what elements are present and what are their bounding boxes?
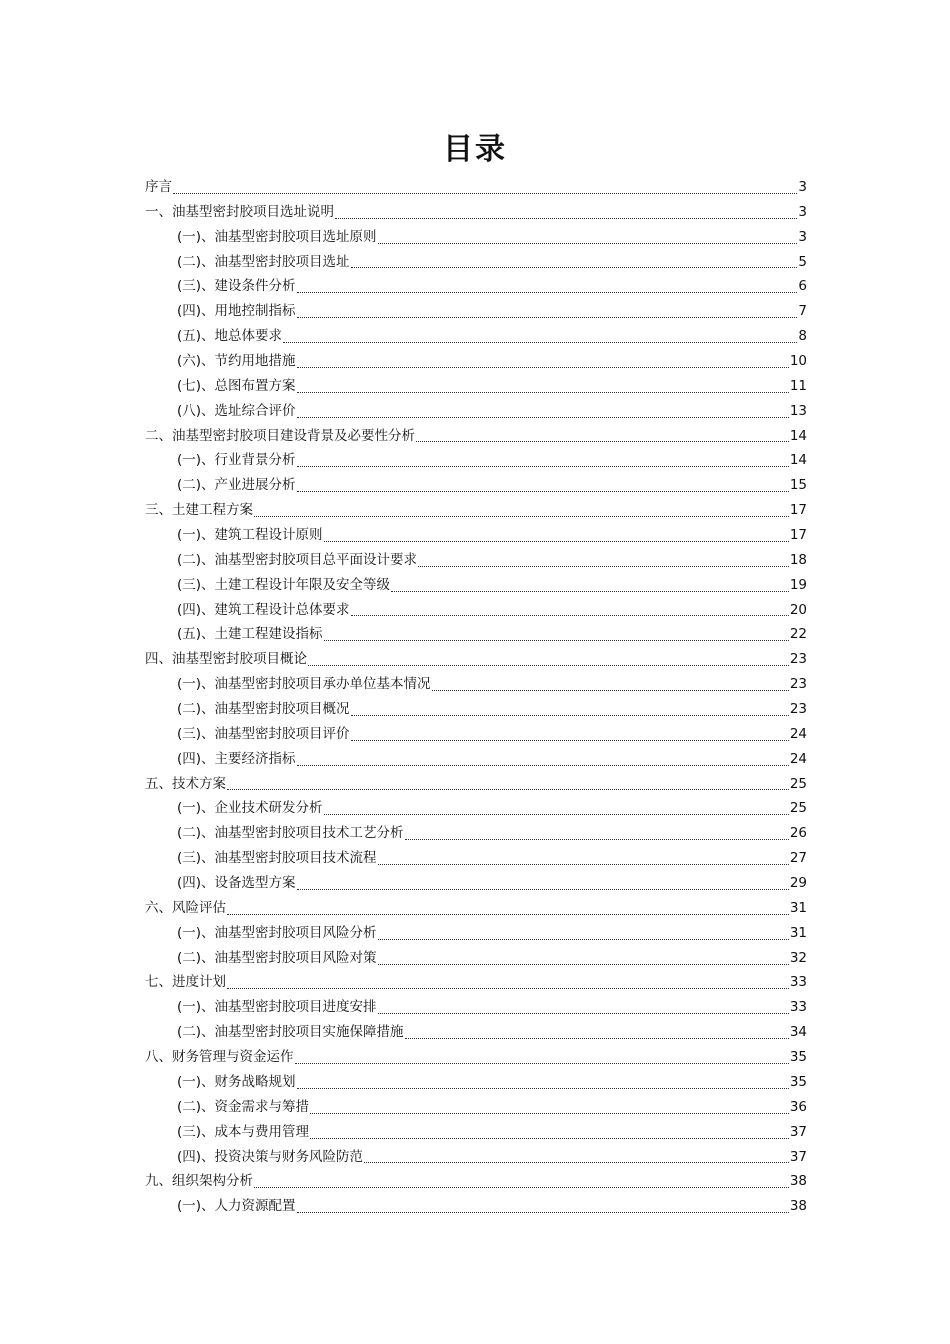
toc-subsection-entry[interactable] (145, 796, 807, 821)
toc-entry-label: (三)、油基型密封胶项目评价 (177, 725, 350, 742)
toc-page-number: 3 (798, 228, 807, 245)
dot-leader (418, 566, 789, 567)
toc-page-number: 35 (789, 1073, 807, 1090)
toc-page-number: 8 (798, 328, 807, 345)
toc-subsection-entry[interactable] (145, 473, 807, 498)
toc-subsection-entry[interactable] (145, 1020, 807, 1045)
toc-section-entry[interactable] (145, 896, 807, 921)
toc-page-number: 31 (789, 899, 807, 916)
toc-page-number: 36 (789, 1098, 807, 1115)
toc-page-number: 3 (798, 203, 807, 220)
toc-page-number: 23 (789, 701, 807, 718)
toc-entry-label: (二)、油基型密封胶项目概况 (177, 701, 350, 718)
toc-subsection-entry[interactable] (145, 374, 807, 399)
dot-leader (308, 665, 789, 666)
toc-section-entry[interactable] (145, 971, 807, 996)
toc-page-number: 20 (789, 601, 807, 618)
dot-leader (173, 193, 797, 194)
dot-leader (297, 417, 789, 418)
toc-section-entry[interactable] (145, 1045, 807, 1070)
toc-page-number: 14 (789, 427, 807, 444)
toc-page-number: 35 (789, 1049, 807, 1066)
dot-leader (297, 765, 789, 766)
toc-subsection-entry[interactable] (145, 548, 807, 573)
toc-page-number: 5 (798, 253, 807, 270)
dot-leader (254, 516, 789, 517)
toc-entry-label: (一)、油基型密封胶项目进度安排 (177, 999, 377, 1016)
dot-leader (310, 1138, 789, 1139)
toc-subsection-entry[interactable] (145, 1120, 807, 1145)
toc-subsection-entry[interactable] (145, 250, 807, 275)
toc-entry-label: (八)、选址综合评价 (177, 402, 296, 419)
dot-leader (297, 1212, 789, 1213)
toc-entry-label: (三)、油基型密封胶项目技术流程 (177, 850, 377, 867)
dot-leader (297, 491, 789, 492)
toc-entry-label: (二)、油基型密封胶项目选址 (177, 253, 350, 270)
toc-entry-label: (四)、用地控制指标 (177, 303, 296, 320)
dot-leader (297, 367, 789, 368)
dot-leader (227, 914, 789, 915)
toc-page-number: 34 (789, 1024, 807, 1041)
dot-leader (351, 267, 798, 268)
toc-page-number: 19 (789, 576, 807, 593)
toc-subsection-entry[interactable] (145, 573, 807, 598)
dot-leader (297, 1088, 789, 1089)
toc-entry-label: (一)、油基型密封胶项目风险分析 (177, 924, 377, 941)
toc-entry-label: (五)、土建工程建设指标 (177, 626, 323, 643)
toc-section-entry[interactable] (145, 175, 807, 200)
toc-entry-label: (一)、建筑工程设计原则 (177, 527, 323, 544)
toc-page-number: 22 (789, 626, 807, 643)
toc-entry-label: 一、油基型密封胶项目选址说明 (145, 203, 334, 220)
dot-leader (254, 1187, 789, 1188)
toc-entry-label: 二、油基型密封胶项目建设背景及必要性分析 (145, 427, 415, 444)
toc-page-number: 24 (789, 725, 807, 742)
toc-subsection-entry[interactable] (145, 946, 807, 971)
toc-entry-label: 九、组织架构分析 (145, 1173, 253, 1190)
toc-subsection-entry[interactable] (145, 349, 807, 374)
toc-page-number: 13 (789, 402, 807, 419)
dot-leader (297, 889, 789, 890)
toc-subsection-entry[interactable] (145, 697, 807, 722)
toc-entry-label: (一)、油基型密封胶项目承办单位基本情况 (177, 676, 431, 693)
toc-entry-label: (六)、节约用地措施 (177, 353, 296, 369)
dot-leader (227, 988, 789, 989)
toc-page-number: 25 (789, 800, 807, 817)
toc-page-number: 37 (789, 1123, 807, 1140)
toc-page-number: 17 (789, 527, 807, 544)
toc-entry-label: (一)、油基型密封胶项目选址原则 (177, 228, 377, 245)
toc-subsection-entry[interactable] (145, 1095, 807, 1120)
toc-entry-label: (二)、油基型密封胶项目总平面设计要求 (177, 551, 418, 568)
toc-subsection-entry[interactable] (145, 821, 807, 846)
toc-entry-label: (一)、企业技术研发分析 (177, 800, 323, 817)
toc-page-number: 23 (789, 651, 807, 668)
toc-subsection-entry[interactable] (145, 399, 807, 424)
toc-entry-label: (三)、建设条件分析 (177, 278, 296, 295)
toc-subsection-entry[interactable] (145, 846, 807, 871)
toc-page-number: 38 (789, 1198, 807, 1215)
toc-entry-label: 四、油基型密封胶项目概论 (145, 651, 307, 668)
toc-subsection-entry[interactable] (145, 747, 807, 772)
toc-entry-label: 六、风险评估 (145, 899, 226, 916)
dot-leader (378, 243, 798, 244)
toc-entry-label: (一)、人力资源配置 (177, 1198, 296, 1215)
toc-entry-label: 五、技术方案 (145, 775, 226, 792)
toc-page-number: 37 (789, 1148, 807, 1165)
table-of-contents (145, 175, 807, 1219)
dot-leader (416, 441, 789, 442)
dot-leader (378, 864, 789, 865)
toc-page-number: 6 (798, 278, 807, 295)
dot-leader (432, 690, 789, 691)
toc-entry-label: (二)、油基型密封胶项目技术工艺分析 (177, 825, 404, 842)
toc-entry-label: 序言 (145, 178, 172, 195)
toc-entry-label: (五)、地总体要求 (177, 328, 283, 345)
toc-entry-label: (四)、设备选型方案 (177, 875, 296, 892)
dot-leader (324, 814, 789, 815)
toc-subsection-entry[interactable] (145, 225, 807, 250)
dot-leader (227, 789, 789, 790)
dot-leader (378, 939, 789, 940)
toc-entry-label: (四)、建筑工程设计总体要求 (177, 601, 350, 618)
toc-entry-label: (二)、资金需求与筹措 (177, 1098, 310, 1115)
toc-subsection-entry[interactable] (145, 274, 807, 299)
toc-subsection-entry[interactable] (145, 672, 807, 697)
dot-leader (364, 1162, 789, 1163)
toc-subsection-entry[interactable] (145, 622, 807, 647)
dot-leader (378, 1013, 789, 1014)
toc-entry-label: (一)、行业背景分析 (177, 452, 296, 469)
toc-page-number: 27 (789, 850, 807, 867)
toc-entry-label: (二)、油基型密封胶项目风险对策 (177, 949, 377, 966)
dot-leader (295, 1063, 789, 1064)
toc-section-entry[interactable] (145, 424, 807, 449)
toc-entry-label: (一)、财务战略规划 (177, 1073, 296, 1090)
toc-entry-label: (四)、投资决策与财务风险防范 (177, 1148, 364, 1165)
dot-leader (324, 640, 789, 641)
toc-entry-label: (二)、产业进展分析 (177, 477, 296, 494)
toc-page-number: 18 (789, 551, 807, 568)
toc-page-number: 31 (789, 924, 807, 941)
dot-leader (283, 342, 797, 343)
toc-subsection-entry[interactable] (145, 448, 807, 473)
toc-page-number: 3 (798, 178, 807, 195)
toc-section-entry[interactable] (145, 647, 807, 672)
toc-section-entry[interactable] (145, 498, 807, 523)
toc-subsection-entry[interactable] (145, 722, 807, 747)
toc-entry-label: (七)、总图布置方案 (177, 377, 296, 394)
toc-subsection-entry[interactable] (145, 871, 807, 896)
toc-entry-label: 七、进度计划 (145, 974, 226, 991)
dot-leader (405, 839, 789, 840)
dot-leader (351, 715, 789, 716)
toc-entry-label: 八、财务管理与资金运作 (145, 1049, 294, 1066)
toc-page-number: 38 (789, 1173, 807, 1190)
toc-section-entry[interactable] (145, 1169, 807, 1194)
toc-subsection-entry[interactable] (145, 523, 807, 548)
dot-leader (310, 1113, 789, 1114)
toc-page-number: 15 (789, 477, 807, 494)
toc-page-number: 10 (789, 353, 807, 369)
toc-page-number: 33 (789, 999, 807, 1016)
toc-page-number: 29 (789, 875, 807, 892)
toc-page-number: 25 (789, 775, 807, 792)
toc-page-number: 26 (789, 825, 807, 842)
toc-subsection-entry[interactable] (145, 921, 807, 946)
toc-page-number: 7 (798, 303, 807, 320)
dot-leader (297, 466, 789, 467)
toc-subsection-entry[interactable] (145, 324, 807, 349)
dot-leader (324, 541, 789, 542)
toc-subsection-entry[interactable] (145, 598, 807, 623)
dot-leader (391, 591, 789, 592)
toc-entry-label: (三)、土建工程设计年限及安全等级 (177, 576, 391, 593)
toc-section-entry[interactable] (145, 200, 807, 225)
toc-subsection-entry[interactable] (145, 995, 807, 1020)
toc-subsection-entry[interactable] (145, 299, 807, 324)
toc-entry-label: (三)、成本与费用管理 (177, 1123, 310, 1140)
toc-entry-label: 三、土建工程方案 (145, 502, 253, 519)
toc-page-number: 32 (789, 949, 807, 966)
toc-subsection-entry[interactable] (145, 1070, 807, 1095)
dot-leader (405, 1038, 789, 1039)
toc-page-number: 24 (789, 750, 807, 767)
toc-page-number: 33 (789, 974, 807, 991)
toc-page-number: 23 (789, 676, 807, 693)
toc-entry-label: (二)、油基型密封胶项目实施保障措施 (177, 1024, 404, 1041)
toc-page-number: 17 (789, 502, 807, 519)
dot-leader (351, 740, 789, 741)
toc-entry-label: (四)、主要经济指标 (177, 750, 296, 767)
dot-leader (351, 615, 789, 616)
dot-leader (378, 964, 789, 965)
dot-leader (297, 392, 789, 393)
toc-page-number: 14 (789, 452, 807, 469)
page-title: 目录 (443, 132, 507, 167)
toc-section-entry[interactable] (145, 772, 807, 797)
toc-page-number: 11 (789, 377, 807, 394)
dot-leader (297, 292, 798, 293)
dot-leader (297, 317, 798, 318)
dot-leader (335, 218, 797, 219)
toc-subsection-entry[interactable] (145, 1145, 807, 1170)
toc-subsection-entry[interactable] (145, 1194, 807, 1219)
